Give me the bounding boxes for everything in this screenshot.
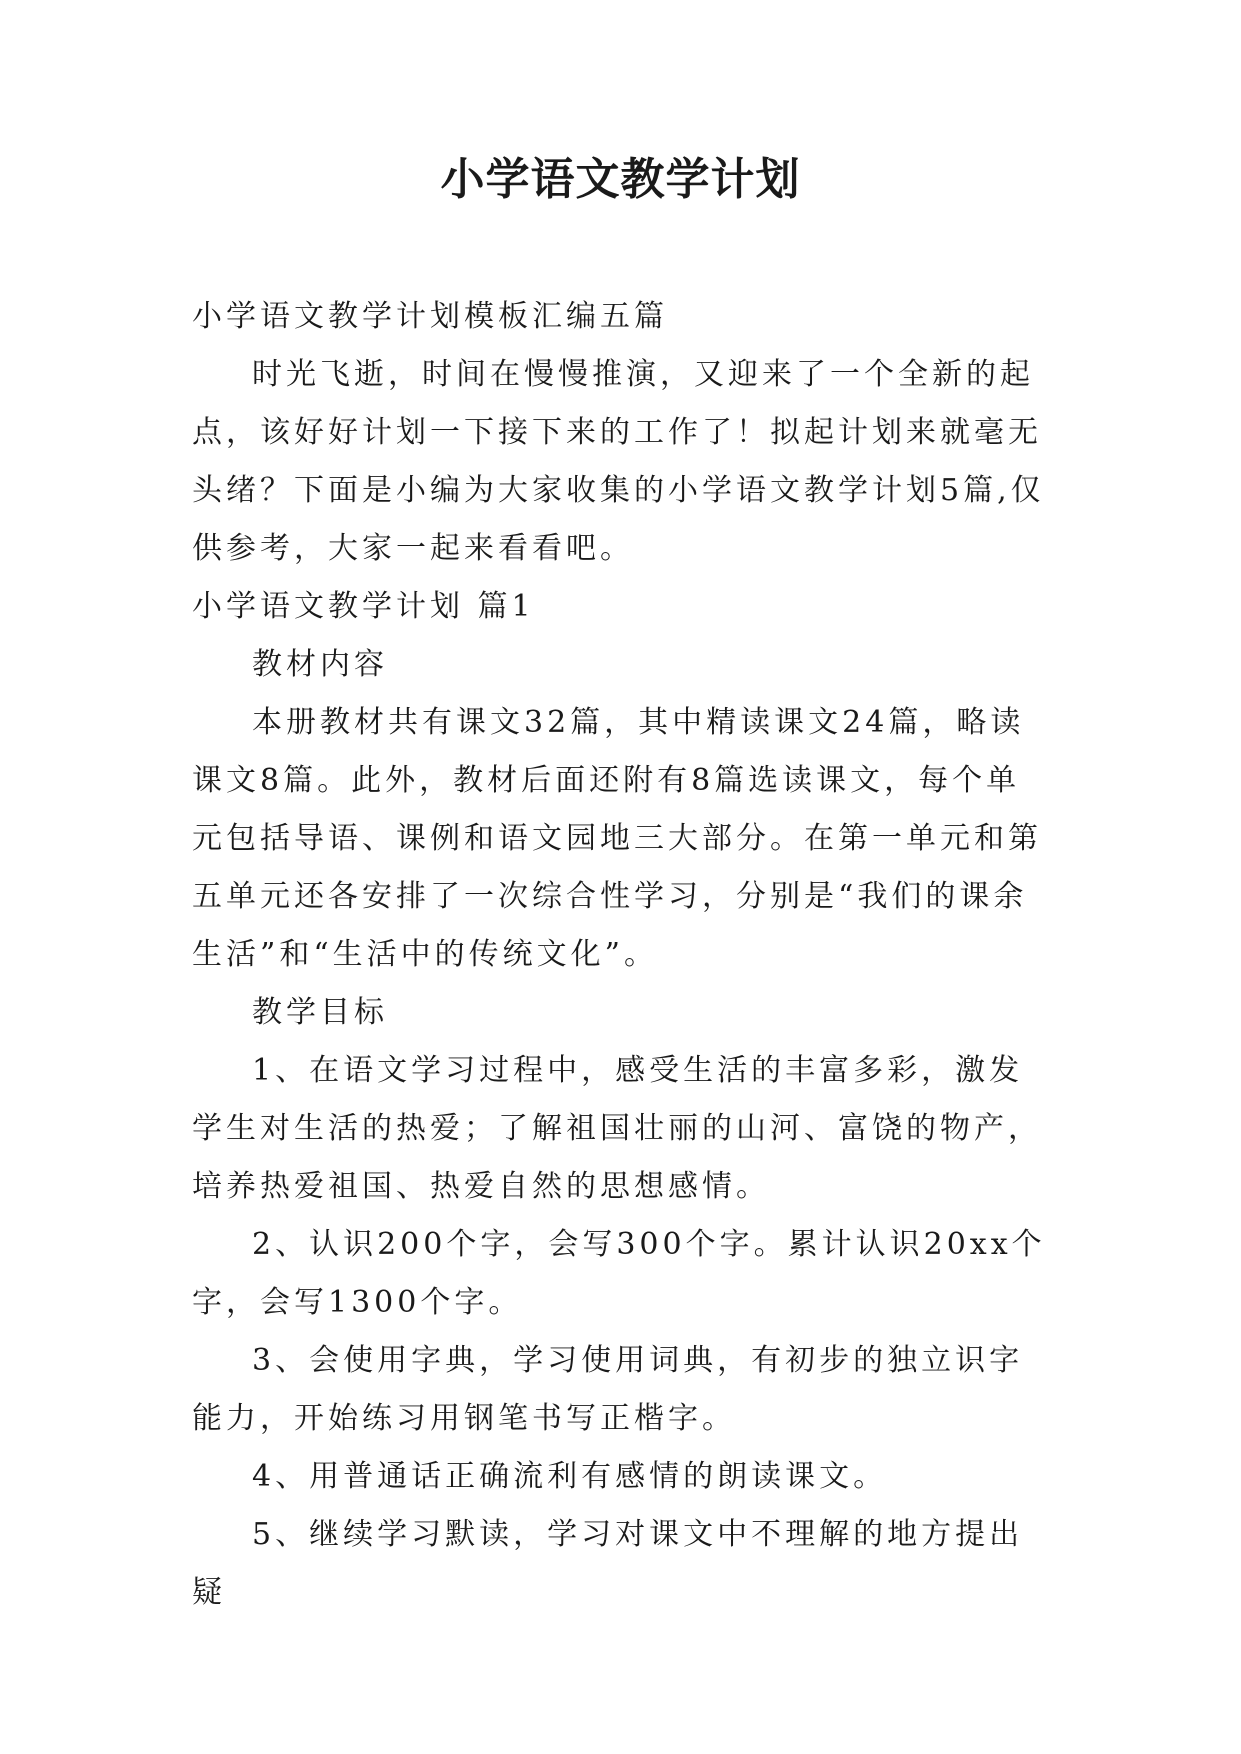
materials-heading: 教材内容 — [252, 647, 388, 682]
goal-item-4: 4、用普通话正确流利有感情的朗读课文。 — [252, 1459, 888, 1494]
document-body — [192, 288, 1052, 1622]
document-subtitle: 小学语文教学计划模板汇编五篇 — [192, 299, 668, 334]
goal-item-2: 2、认识200个字，会写300个字。累计认识20xx个字，会写1300个字。 — [192, 1227, 1046, 1320]
goals-heading: 教学目标 — [252, 995, 388, 1030]
materials-paragraph: 本册教材共有课文32篇，其中精读课文24篇，略读课文8篇。此外，教材后面还附有8篇选读课文，每个单元包括导语、课例和语文园地三大部分。在第一单元和第五单元还各安排了一次综合性学习，分别是“我们的课余生活”和“生活中的传统文化”。 — [192, 705, 1042, 972]
goal-item-3: 3、会使用字典，学习使用词典，有初步的独立识字能力，开始练习用钢笔书写正楷字。 — [192, 1343, 1024, 1436]
page-title: 小学语文教学计划 — [440, 154, 801, 205]
goal-item-5: 5、继续学习默读，学习对课文中不理解的地方提出疑 — [192, 1517, 1024, 1610]
section-heading: 小学语文教学计划 篇1 — [192, 589, 535, 624]
intro-paragraph: 时光飞逝，时间在慢慢推演，又迎来了一个全新的起点，该好好计划一下接下来的工作了！拟起计划来就毫无头绪？下面是小编为大家收集的小学语文教学计划5篇,仅供参考，大家一起来看看吧。 — [192, 357, 1045, 566]
goal-item-1: 1、在语文学习过程中，感受生活的丰富多彩，激发学生对生活的热爱；了解祖国壮丽的山河、富饶的物产，培养热爱祖国、热爱自然的思想感情。 — [192, 1053, 1042, 1204]
